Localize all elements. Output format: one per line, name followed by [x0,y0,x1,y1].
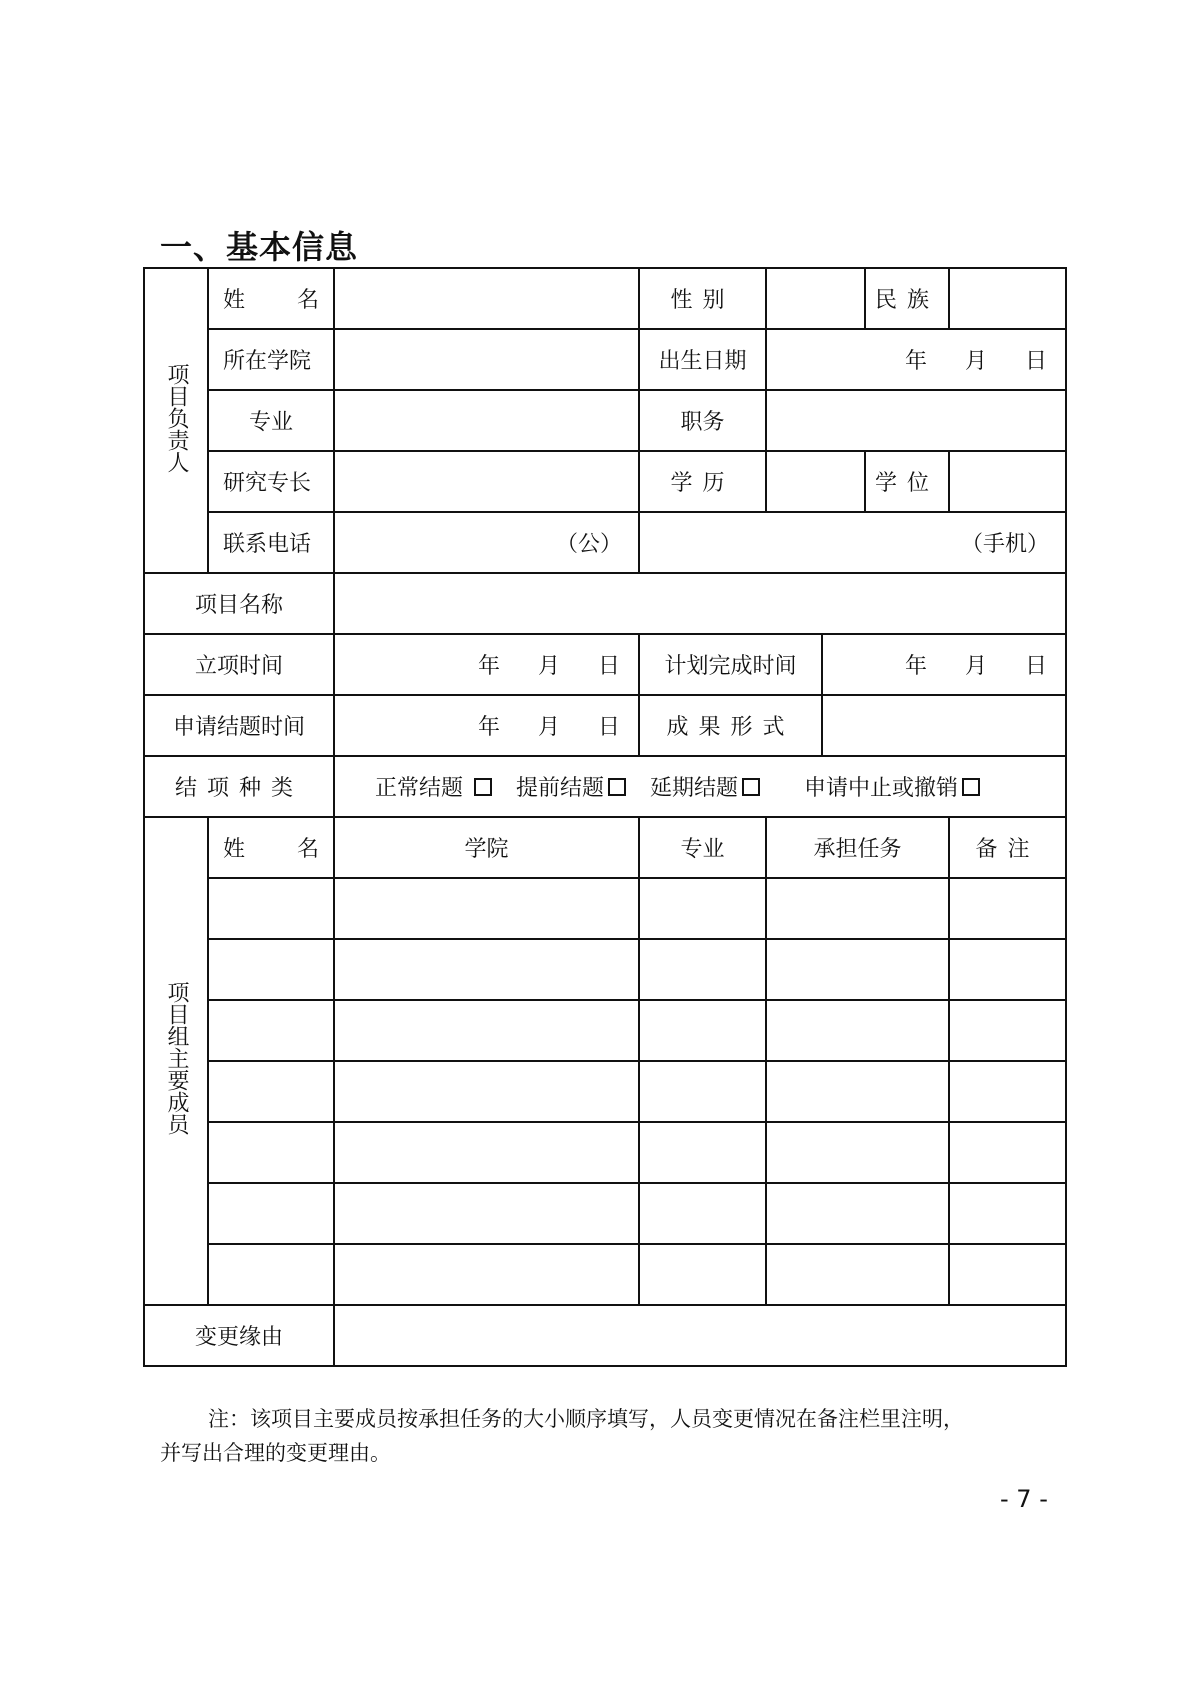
year-unit: 年 [904,349,927,374]
leader-birth-field[interactable] [766,329,1066,390]
name-label: 姓 名 [208,268,334,329]
member-major-cell[interactable] [639,939,766,1000]
type-option-terminate[interactable]: 申请中止或撤销 [804,771,980,802]
day-unit: 日 [1025,654,1048,679]
research-label: 研究专长 [208,451,334,512]
day-unit: 日 [1025,349,1048,374]
education-label: 学历 [639,451,766,512]
member-task-cell[interactable] [766,1183,949,1244]
leader-education-field[interactable] [766,451,865,512]
member-header-major: 专业 [639,817,766,878]
footnote [160,1402,1060,1470]
type-option-normal[interactable]: 正常结题 [375,771,492,802]
member-name-cell[interactable] [208,1061,334,1122]
apply-end-field[interactable] [334,695,639,756]
member-college-cell[interactable] [334,878,639,939]
month-unit: 月 [964,349,987,374]
leader-gender-field[interactable] [766,268,865,329]
phone-label: 联系电话 [208,512,334,573]
member-major-cell[interactable] [639,1183,766,1244]
checkbox-icon[interactable] [474,778,492,796]
office-phone-field[interactable]: （公） [334,512,639,573]
section-title: 一、基本信息 [160,228,359,266]
member-college-cell[interactable] [334,1183,639,1244]
member-remark-cell[interactable] [949,878,1066,939]
start-date-field[interactable] [334,634,639,695]
college-label: 所在学院 [208,329,334,390]
month-unit: 月 [964,654,987,679]
year-unit: 年 [477,715,500,740]
member-task-cell[interactable] [766,939,949,1000]
member-row [144,1122,1066,1183]
member-name-cell[interactable] [208,1122,334,1183]
member-row [144,878,1066,939]
member-college-cell[interactable] [334,939,639,1000]
member-task-cell[interactable] [766,1122,949,1183]
year-unit: 年 [904,654,927,679]
month-unit: 月 [537,715,560,740]
position-label: 职务 [639,390,766,451]
leader-college-field[interactable] [334,329,639,390]
leader-research-field[interactable] [334,451,639,512]
member-college-cell[interactable] [334,1122,639,1183]
member-remark-cell[interactable] [949,1183,1066,1244]
member-row [144,1244,1066,1305]
footnote-line-1: 注：该项目主要成员按承担任务的大小顺序填写，人员变更情况在备注栏里注明， [208,1407,964,1431]
planned-end-field[interactable] [822,634,1066,695]
member-header-name: 姓 名 [208,817,334,878]
member-row [144,939,1066,1000]
member-task-cell[interactable] [766,1061,949,1122]
member-header-college: 学院 [334,817,639,878]
start-date-label: 立项时间 [144,634,334,695]
year-unit: 年 [477,654,500,679]
member-major-cell[interactable] [639,878,766,939]
gender-label: 性别 [639,268,766,329]
result-form-field[interactable] [822,695,1066,756]
result-form-label: 成果形式 [639,695,822,756]
project-name-label: 项目名称 [144,573,334,634]
member-row [144,1183,1066,1244]
day-unit: 日 [597,654,620,679]
member-college-cell[interactable] [334,1244,639,1305]
change-reason-field[interactable] [334,1305,1066,1366]
month-unit: 月 [537,654,560,679]
change-reason-label: 变更缘由 [144,1305,334,1366]
type-options [334,756,1066,817]
member-major-cell[interactable] [639,1061,766,1122]
member-college-cell[interactable] [334,1000,639,1061]
member-major-cell[interactable] [639,1122,766,1183]
member-college-cell[interactable] [334,1061,639,1122]
member-row [144,1000,1066,1061]
member-header-remark: 备注 [949,817,1066,878]
member-task-cell[interactable] [766,1244,949,1305]
members-group-text: 项目组主要成员 [164,981,189,1135]
leader-group-text: 项目负责人 [164,362,189,473]
checkbox-icon[interactable] [742,778,760,796]
member-name-cell[interactable] [208,878,334,939]
type-option-early[interactable]: 提前结题 [516,771,626,802]
basic-info-form [143,267,1067,1367]
major-label: 专业 [208,390,334,451]
checkbox-icon[interactable] [608,778,626,796]
member-task-cell[interactable] [766,878,949,939]
leader-group-label [144,268,208,573]
leader-degree-field[interactable] [949,451,1066,512]
ethnicity-label: 民族 [865,268,949,329]
planned-end-label: 计划完成时间 [639,634,822,695]
member-remark-cell[interactable] [949,1000,1066,1061]
member-remark-cell[interactable] [949,1122,1066,1183]
member-major-cell[interactable] [639,1000,766,1061]
project-name-field[interactable] [334,573,1066,634]
mobile-phone-field[interactable]: （手机） [639,512,1066,573]
footnote-line-2: 并写出合理的变更理由。 [160,1441,391,1465]
leader-name-field[interactable] [334,268,639,329]
member-task-cell[interactable] [766,1000,949,1061]
members-group-label [144,817,208,1305]
member-remark-cell[interactable] [949,1244,1066,1305]
member-major-cell[interactable] [639,1244,766,1305]
page-number: - 7 - [1000,1485,1048,1513]
apply-end-label: 申请结题时间 [144,695,334,756]
leader-position-field[interactable] [766,390,1066,451]
member-name-cell[interactable] [208,1183,334,1244]
type-option-delayed[interactable]: 延期结题 [650,771,760,802]
leader-ethnicity-field[interactable] [949,268,1066,329]
day-unit: 日 [597,715,620,740]
member-header-task: 承担任务 [766,817,949,878]
leader-major-field[interactable] [334,390,639,451]
member-remark-cell[interactable] [949,1061,1066,1122]
member-name-cell[interactable] [208,1000,334,1061]
member-remark-cell[interactable] [949,939,1066,1000]
degree-label: 学位 [865,451,949,512]
birth-label: 出生日期 [639,329,766,390]
member-name-cell[interactable] [208,1244,334,1305]
checkbox-icon[interactable] [962,778,980,796]
member-row [144,1061,1066,1122]
type-label: 结项种类 [144,756,334,817]
member-name-cell[interactable] [208,939,334,1000]
